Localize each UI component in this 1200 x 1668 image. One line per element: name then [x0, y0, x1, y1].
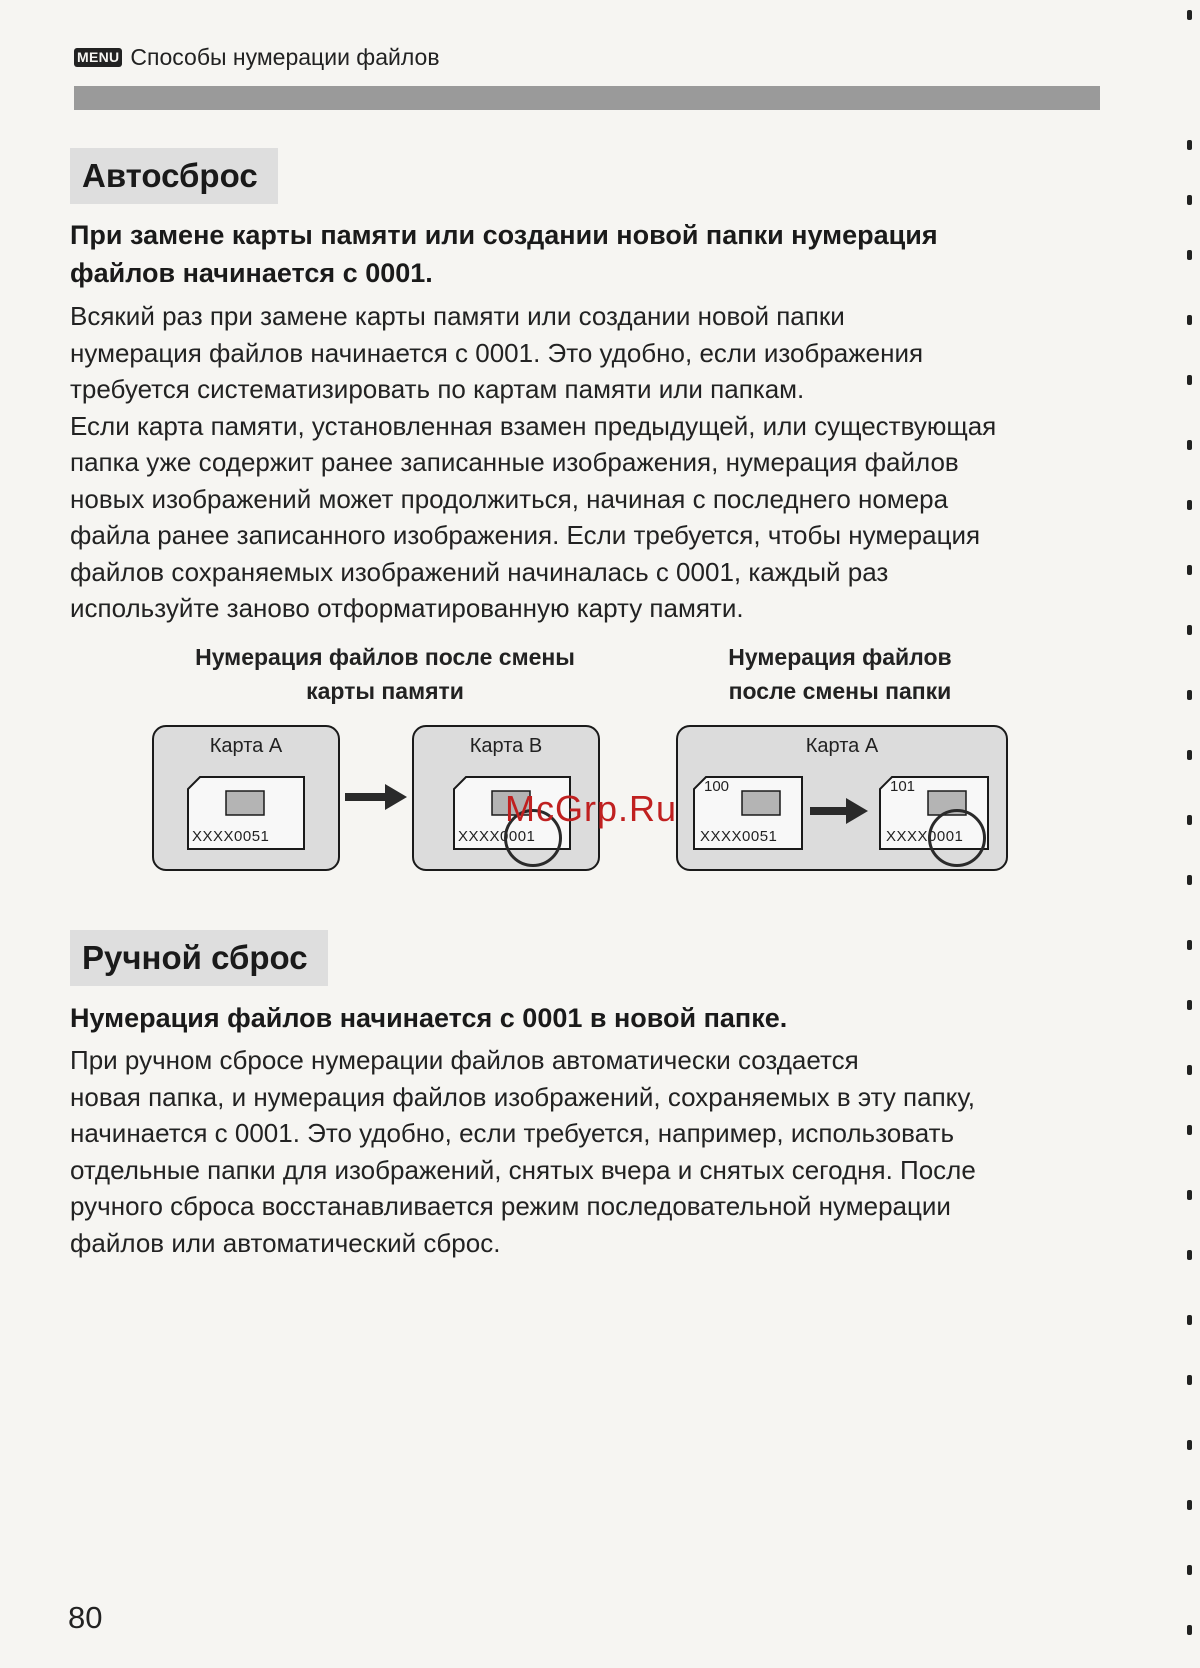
body-line: Если карта памяти, установленная взамен предыдущей, или существующая	[70, 410, 997, 441]
body-line: файлов или автоматический сброс.	[70, 1227, 501, 1258]
edge-mark	[1187, 1625, 1192, 1635]
body-line: файлов сохраняемых изображений начиналась с 0001, каждый раз	[70, 556, 889, 587]
auto-reset-lead	[70, 216, 1110, 292]
box-label: Карта A	[805, 735, 879, 757]
manual-reset-lead: Нумерация файлов начинается с 0001 в новой папке.	[70, 1003, 788, 1033]
body-line: Всякий раз при замене карты памяти или создании новой папки	[70, 301, 845, 331]
body-line: папка уже содержит ранее записанные изображения, нумерация файлов	[70, 447, 959, 477]
diagram-box-folders	[676, 725, 1008, 871]
caption-line: Нумерация файлов после смены	[195, 644, 575, 670]
edge-mark	[1187, 500, 1192, 510]
body-line: ручного сброса восстанавливается режим последовательной нумерации	[70, 1191, 951, 1221]
page-header	[74, 42, 440, 72]
folder-number-label: 100	[704, 778, 730, 795]
edge-mark	[1187, 195, 1192, 205]
edge-mark	[1187, 690, 1192, 700]
caption-line: после смены папки	[728, 678, 952, 704]
binding-edge-marks	[1182, 0, 1192, 1668]
edge-mark	[1187, 875, 1192, 885]
caption-line: карты памяти	[306, 678, 464, 704]
edge-mark	[1187, 750, 1192, 760]
edge-mark	[1187, 440, 1192, 450]
edge-mark	[1187, 375, 1192, 385]
manual-reset-body	[70, 1042, 1120, 1261]
edge-mark	[1187, 1565, 1192, 1575]
lead-line: файлов начинается с 0001.	[70, 258, 433, 288]
edge-mark	[1187, 940, 1192, 950]
watermark: McGrp.Ru	[505, 788, 678, 829]
body-line: файла ранее записанного изображения. Если требуется, чтобы нумерация	[70, 520, 981, 550]
auto-reset-body	[70, 298, 1120, 627]
body-line: используйте заново отформатированную карту памяти.	[70, 593, 744, 623]
box-label: Карта B	[469, 735, 543, 757]
file-number-label: XXXX0051	[700, 828, 778, 845]
edge-mark	[1187, 815, 1192, 825]
body-line: начинается с 0001. Это удобно, если требуется, например, использовать	[70, 1118, 955, 1148]
edge-mark	[1187, 1190, 1192, 1200]
box-label: Карта A	[209, 735, 283, 757]
body-line: При ручном сбросе нумерации файлов автоматически создается	[70, 1045, 859, 1075]
edge-mark	[1187, 1000, 1192, 1010]
edge-mark	[1187, 250, 1192, 260]
edge-mark	[1187, 1125, 1192, 1135]
caption-line: Нумерация файлов	[728, 644, 952, 670]
header-divider-bar	[74, 86, 1100, 110]
body-line: новых изображений может продолжиться, начиная с последнего номера	[70, 483, 949, 514]
body-line: требуется систематизировать по картам памяти или папкам.	[70, 374, 805, 404]
edge-mark	[1187, 1065, 1192, 1075]
edge-mark	[1187, 1315, 1192, 1325]
edge-mark	[1187, 10, 1192, 20]
highlight-circle-icon	[928, 809, 986, 867]
body-line: новая папка, и нумерация файлов изображений, сохраняемых в эту папку,	[70, 1081, 975, 1112]
edge-mark	[1187, 625, 1192, 635]
file-number-label: XXXX0001	[886, 828, 964, 845]
diagram-caption-card-change	[150, 640, 620, 708]
edge-mark	[1187, 1375, 1192, 1385]
page-number: 80	[68, 1600, 103, 1635]
folder-number-label: 101	[890, 778, 916, 795]
edge-mark	[1187, 315, 1192, 325]
arrow-right-icon	[810, 796, 868, 826]
menu-icon: MENU	[74, 48, 122, 67]
header-title: Способы нумерации файлов	[130, 43, 440, 70]
section-heading-auto-reset: Автосброс	[70, 148, 278, 204]
file-number-label: XXXX0001	[458, 828, 536, 845]
edge-mark	[1187, 140, 1192, 150]
body-line: нумерация файлов начинается с 0001. Это удобно, если изображения	[70, 337, 924, 368]
section-heading-manual-reset: Ручной сброс	[70, 930, 328, 986]
edge-mark	[1187, 565, 1192, 575]
arrow-right-icon	[345, 782, 407, 812]
diagram-caption-folder-change	[690, 640, 990, 708]
edge-mark	[1187, 1440, 1192, 1450]
lead-line: При замене карты памяти или создании новой папки нумерация	[70, 220, 938, 250]
edge-mark	[1187, 1500, 1192, 1510]
body-line: отдельные папки для изображений, снятых вчера и снятых сегодня. После	[70, 1154, 976, 1185]
diagram-box-card-a	[152, 725, 340, 871]
edge-mark	[1187, 1250, 1192, 1260]
file-number-label: XXXX0051	[192, 828, 270, 845]
